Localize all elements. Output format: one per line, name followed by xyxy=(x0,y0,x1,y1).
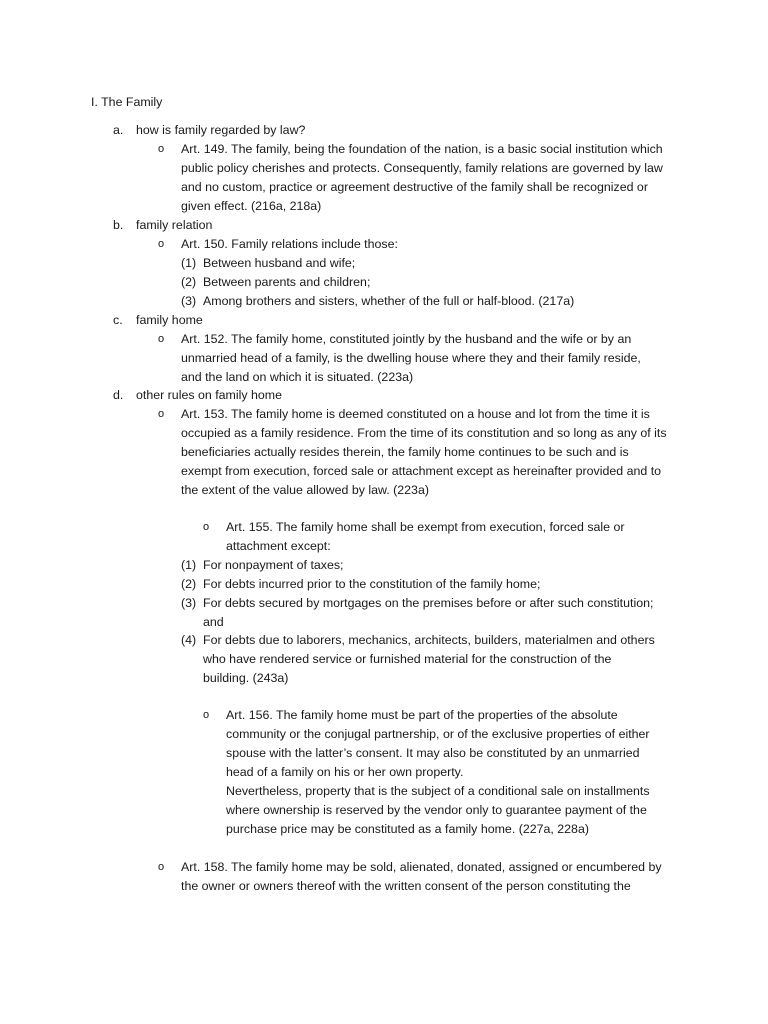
art153-line: exempt from execution, forced sale or attachment except as hereinafter provided and to xyxy=(181,464,662,478)
bullet-icon: o xyxy=(203,709,210,721)
bullet-icon: o xyxy=(158,333,165,345)
art153-line: the extent of the value allowed by law. (223a) xyxy=(181,483,429,497)
art158-line: the owner or owners thereof with the written consent of the person constituting the xyxy=(181,879,631,893)
art149-line: given effect. (216a, 218a) xyxy=(181,199,322,213)
item-text: who have rendered service or furnished material for the construction of the xyxy=(203,652,612,666)
question-b: family relation xyxy=(136,218,213,232)
art149-line: Art. 149. The family, being the foundation of the nation, is a basic social institution which xyxy=(181,142,663,156)
item-number: (3) xyxy=(181,596,197,610)
list-marker-d: d. xyxy=(113,388,124,402)
section-heading: I. The Family xyxy=(91,95,163,109)
item-text: For debts incurred prior to the constitution of the family home; xyxy=(203,577,541,591)
art158-line: Art. 158. The family home may be sold, alienated, donated, assigned or encumbered by xyxy=(181,860,662,874)
item-text: For nonpayment of taxes; xyxy=(203,558,344,572)
art156-line: Art. 156. The family home must be part of the properties of the absolute xyxy=(226,708,618,722)
bullet-icon: o xyxy=(158,861,165,873)
bullet-icon: o xyxy=(158,408,165,420)
art156-line: purchase price may be constituted as a family home. (227a, 228a) xyxy=(226,822,589,836)
art156-line: head of a family on his or her own property. xyxy=(226,765,464,779)
item-text: Among brothers and sisters, whether of the full or half-blood. (217a) xyxy=(203,294,575,308)
item-number: (3) xyxy=(181,294,197,308)
item-text: Between husband and wife; xyxy=(203,256,356,270)
item-number: (4) xyxy=(181,633,197,647)
art153-line: beneficiaries actually resides therein, the family home continues to be such and is xyxy=(181,445,629,459)
item-number: (1) xyxy=(181,256,197,270)
art153-line: Art. 153. The family home is deemed constituted on a house and lot from the time it is xyxy=(181,407,650,421)
list-marker-a: a. xyxy=(113,123,124,137)
art153-line: occupied as a family residence. From the time of its constitution and so long as any of its xyxy=(181,426,667,440)
art152-line: unmarried head of a family, is the dwelling house where they and their family reside, xyxy=(181,351,641,365)
list-marker-b: b. xyxy=(113,218,124,232)
art149-line: and no custom, practice or agreement destructive of the family shall be recognized or xyxy=(181,180,648,194)
art156-line: spouse with the latter’s consent. It may also be constituted by an unmarried xyxy=(226,746,640,760)
item-number: (2) xyxy=(181,275,197,289)
art149-line: public policy cherishes and protects. Consequently, family relations are governed by law xyxy=(181,161,663,175)
item-text: For debts secured by mortgages on the premises before or after such constitution; xyxy=(203,596,654,610)
item-text: building. (243a) xyxy=(203,671,289,685)
art156-line: where ownership is reserved by the vendor only to guarantee payment of the xyxy=(226,803,647,817)
art150-line: Art. 150. Family relations include those: xyxy=(181,237,398,251)
art156-line: Nevertheless, property that is the subject of a conditional sale on installments xyxy=(226,784,650,798)
question-a: how is family regarded by law? xyxy=(136,123,306,137)
bullet-icon: o xyxy=(158,238,165,250)
art155-line: Art. 155. The family home shall be exempt from execution, forced sale or xyxy=(226,520,625,534)
item-number: (1) xyxy=(181,558,197,572)
item-text: and xyxy=(203,615,224,629)
art155-line: attachment except: xyxy=(226,539,331,553)
item-number: (2) xyxy=(181,577,197,591)
list-marker-c: c. xyxy=(113,313,123,327)
item-text: Between parents and children; xyxy=(203,275,371,289)
item-text: For debts due to laborers, mechanics, architects, builders, materialmen and others xyxy=(203,633,655,647)
art152-line: Art. 152. The family home, constituted jointly by the husband and the wife or by an xyxy=(181,332,632,346)
question-d: other rules on family home xyxy=(136,388,283,402)
bullet-icon: o xyxy=(203,521,210,533)
bullet-icon: o xyxy=(158,143,165,155)
art152-line: and the land on which it is situated. (223a) xyxy=(181,370,414,384)
question-c: family home xyxy=(136,313,203,327)
art156-line: community or the conjugal partnership, or of the exclusive properties of either xyxy=(226,727,650,741)
